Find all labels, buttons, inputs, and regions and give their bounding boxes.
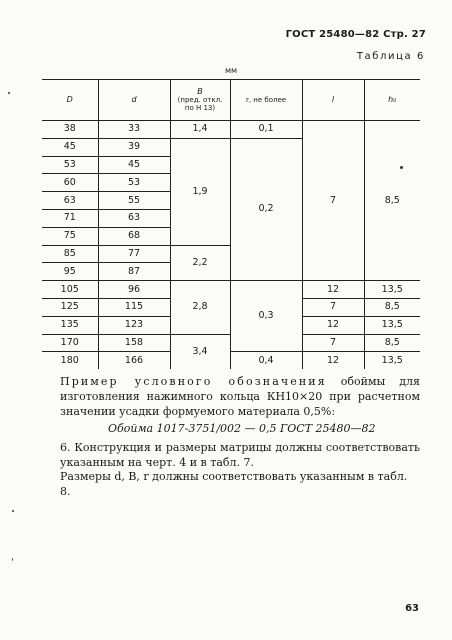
cell-l: 7: [302, 298, 364, 316]
table-label: Таблица 6: [356, 51, 425, 62]
cell-D: 71: [42, 209, 98, 227]
cell-r: 0,1: [230, 121, 302, 139]
cell-d: 68: [98, 227, 170, 245]
cell-D: 38: [42, 121, 98, 139]
cell-l: 7: [302, 334, 364, 352]
document-header: ГОСТ 25480—82 Стр. 27: [285, 29, 426, 40]
cell-D: 125: [42, 298, 98, 316]
example-lead: Пример условного обозначения: [60, 375, 327, 388]
cell-B: 1,9: [170, 138, 230, 245]
table-row: [42, 352, 420, 369]
designation-example-paragraph: [60, 374, 420, 419]
cell-l: 12: [302, 352, 364, 369]
cell-h: 13,5: [364, 316, 420, 334]
cell-D: 53: [42, 156, 98, 174]
cell-d: 115: [98, 298, 170, 316]
cell-d: 96: [98, 281, 170, 299]
unit-label: мм: [225, 66, 238, 75]
cell-D: 60: [42, 174, 98, 192]
cell-d: 53: [98, 174, 170, 192]
scan-speck: [12, 510, 14, 512]
cell-d: 33: [98, 121, 170, 139]
cell-d: 77: [98, 245, 170, 263]
cell-r: 0,2: [230, 138, 302, 280]
cell-D: 135: [42, 316, 98, 334]
example-rest: обоймы для изготовления нажимного кольца КН10×20 при расчетном значении усадки формуемого материала 0,5%:: [60, 375, 420, 418]
clause-6: 6. Конструкция и размеры матрицы должны соответствовать указанным на черт. 4 и в табл. 7.: [60, 441, 420, 469]
sizes-note: Размеры d, B, r должны соответствовать указанным в табл. 8.: [60, 470, 408, 498]
col-header-d: d: [98, 80, 170, 121]
col-header-r: r, не более: [230, 80, 302, 121]
scan-speck: [12, 558, 13, 561]
cell-B: 1,4: [170, 121, 230, 139]
cell-r: 0,4: [230, 352, 302, 369]
cell-h: 13,5: [364, 352, 420, 369]
cell-d: 158: [98, 334, 170, 352]
cell-d: 63: [98, 209, 170, 227]
cell-r: 0,3: [230, 281, 302, 352]
table-row: [42, 121, 420, 139]
cell-h: 8,5: [364, 121, 420, 281]
cell-D: 95: [42, 263, 98, 281]
cell-D: 45: [42, 138, 98, 156]
cell-B: 2,2: [170, 245, 230, 281]
table-row: [42, 281, 420, 299]
cell-d: 123: [98, 316, 170, 334]
cell-h: 8,5: [364, 334, 420, 352]
cell-d: 55: [98, 192, 170, 210]
cell-D: 85: [42, 245, 98, 263]
dimensions-table: [42, 79, 420, 369]
cell-h: 8,5: [364, 298, 420, 316]
cell-d: 166: [98, 352, 170, 369]
cell-d: 45: [98, 156, 170, 174]
cell-d: 39: [98, 138, 170, 156]
cell-B: 2,8: [170, 281, 230, 334]
cell-l: 12: [302, 281, 364, 299]
col-header-D: D: [42, 80, 98, 121]
cell-d: 87: [98, 263, 170, 281]
cell-D: 105: [42, 281, 98, 299]
cell-B: 3,4: [170, 334, 230, 369]
scan-speck: [400, 166, 403, 169]
col-header-l: l: [302, 80, 364, 121]
page-number: 63: [405, 603, 419, 614]
cell-l: 7: [302, 121, 364, 281]
cell-h: 13,5: [364, 281, 420, 299]
scan-speck: [8, 92, 10, 94]
cell-D: 75: [42, 227, 98, 245]
cell-D: 63: [42, 192, 98, 210]
col-header-h: h₀: [364, 80, 420, 121]
cell-D: 180: [60, 354, 79, 366]
table-header-row: [42, 80, 420, 121]
cell-l: 12: [302, 316, 364, 334]
cell-D: 170: [42, 334, 98, 352]
col-header-B: B (пред. откл. по H 13): [170, 80, 230, 121]
designation-example: Обойма 1017-3751/002 — 0,5 ГОСТ 25480—82: [108, 422, 376, 435]
